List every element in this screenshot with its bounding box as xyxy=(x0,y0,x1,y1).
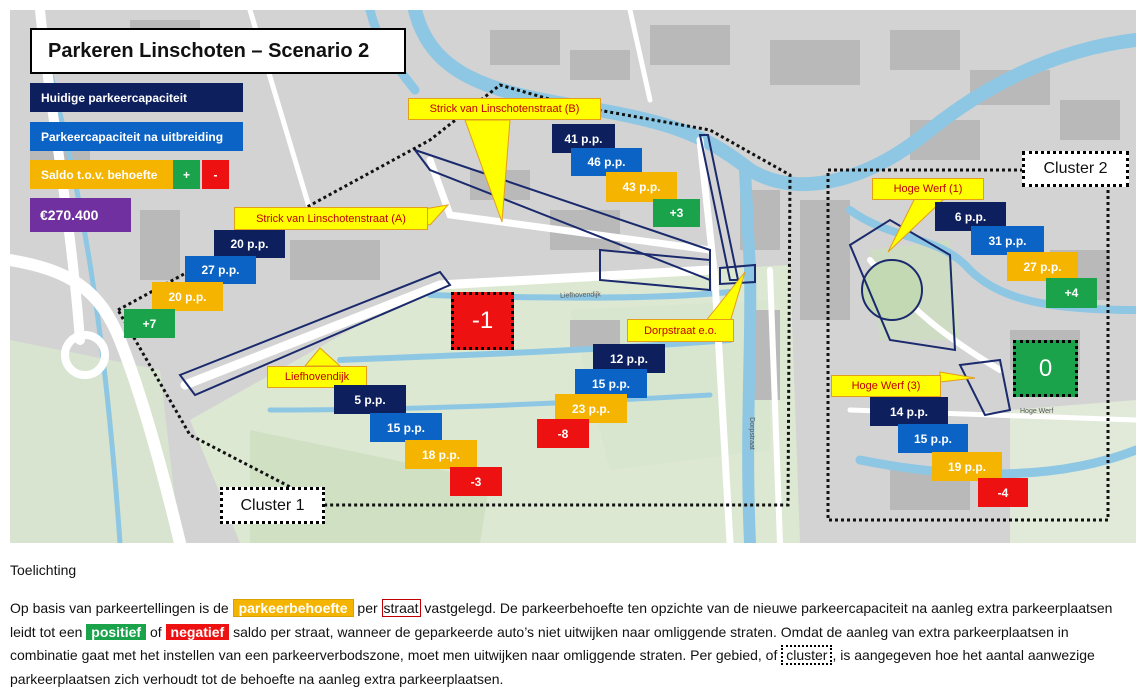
body-text-3: vastgelegd. De parkeerbehoefte ten opzichte van de nieuwe parkeercapaciteit na aanleg extra parkeerplaatsen leidt tot een xyxy=(10,600,1113,640)
callout-liefhovendijk: Liefhovendijk xyxy=(267,366,367,388)
highlight-negative: negatief xyxy=(166,624,230,640)
dorpstraat-after: 15 p.p. xyxy=(575,369,647,398)
callout-dorpstraat: Dorpstraat e.o. xyxy=(627,319,734,342)
hoge-werf-3-demand: 19 p.p. xyxy=(932,452,1002,481)
liefhoven-current: 5 p.p. xyxy=(334,385,406,414)
hoge-werf-1-demand: 27 p.p. xyxy=(1007,252,1078,281)
legend-positive-badge: + xyxy=(173,160,200,189)
map-title: Parkeren Linschoten – Scenario 2 xyxy=(30,28,406,74)
strick-b-current: 41 p.p. xyxy=(552,124,615,153)
map-area[interactable] xyxy=(10,10,1136,543)
street-label-liefhovendijk: Liefhovendijk xyxy=(559,291,601,300)
highlight-demand: parkeerbehoefte xyxy=(233,599,354,617)
hoge-werf-1-after: 31 p.p. xyxy=(971,226,1044,255)
caption-title: Toelichting xyxy=(10,562,77,578)
liefhoven-saldo: -3 xyxy=(450,467,502,496)
strick-a-saldo: +7 xyxy=(124,309,175,338)
liefhoven-after: 15 p.p. xyxy=(370,413,442,442)
street-label-hoge-werf: Hoge Werf xyxy=(1020,408,1054,415)
highlight-cluster: cluster xyxy=(781,645,832,665)
callout-hoge-werf-1: Hoge Werf (1) xyxy=(872,178,984,200)
callout-strick-a: Strick van Linschotenstraat (A) xyxy=(234,207,428,230)
legend-negative-badge: - xyxy=(202,160,229,189)
dorpstraat-demand: 23 p.p. xyxy=(555,394,627,423)
legend-saldo: Saldo t.o.v. behoefte xyxy=(30,160,173,189)
callout-strick-b: Strick van Linschotenstraat (B) xyxy=(408,98,601,120)
body-text-1: Op basis van parkeertellingen is de xyxy=(10,600,233,616)
highlight-positive: positief xyxy=(86,624,146,640)
cost-badge: €270.400 xyxy=(30,198,131,232)
body-text-6: , is aangegeven hoe het aantal aanwezige parkeerplaatsen zich verhoudt tot de behoefte na aanleg extra parkeerplaatsen. xyxy=(10,647,1095,687)
cluster-1-label: Cluster 1 xyxy=(220,487,325,524)
cluster-1-saldo: -1 xyxy=(451,292,514,350)
liefhoven-demand: 18 p.p. xyxy=(405,440,477,469)
hoge-werf-3-after: 15 p.p. xyxy=(898,424,968,453)
highlight-street: straat xyxy=(383,600,419,616)
body-text-4: of xyxy=(146,623,166,640)
strick-b-saldo: +3 xyxy=(653,199,700,227)
body-text-5: saldo per straat, wanneer de geparkeerde auto’s niet uitwijken naar omliggende straten. Omdat de aanleg van extra parkeerplaatsen in combinatie gaat met het instellen van een parkeerverbodszone, moet men uitwijken naar omliggende straten. Per gebied, of xyxy=(10,623,1069,663)
body-text-2: per xyxy=(353,600,382,616)
legend-capacity-after-expansion: Parkeercapaciteit na uitbreiding xyxy=(30,122,243,151)
dorpstraat-saldo: -8 xyxy=(537,419,589,448)
hoge-werf-1-saldo: +4 xyxy=(1046,278,1097,308)
cluster-2-saldo: 0 xyxy=(1013,340,1078,397)
street-label-dorpstraat: Dorpstraat xyxy=(747,417,755,450)
cluster-2-label: Cluster 2 xyxy=(1022,151,1129,187)
explanation-paragraph xyxy=(10,597,1136,691)
strick-a-after: 27 p.p. xyxy=(185,256,256,284)
strick-a-demand: 20 p.p. xyxy=(152,282,223,311)
hoge-werf-3-saldo: -4 xyxy=(978,478,1028,507)
callout-hoge-werf-3: Hoge Werf (3) xyxy=(831,375,941,397)
legend-current-capacity: Huidige parkeercapaciteit xyxy=(30,83,243,112)
hoge-werf-3-current: 14 p.p. xyxy=(870,397,948,426)
hoge-werf-1-current: 6 p.p. xyxy=(935,202,1006,231)
strick-a-current: 20 p.p. xyxy=(214,230,285,258)
strick-b-after: 46 p.p. xyxy=(571,148,642,176)
strick-b-demand: 43 p.p. xyxy=(606,172,677,202)
dorpstraat-current: 12 p.p. xyxy=(593,344,665,373)
